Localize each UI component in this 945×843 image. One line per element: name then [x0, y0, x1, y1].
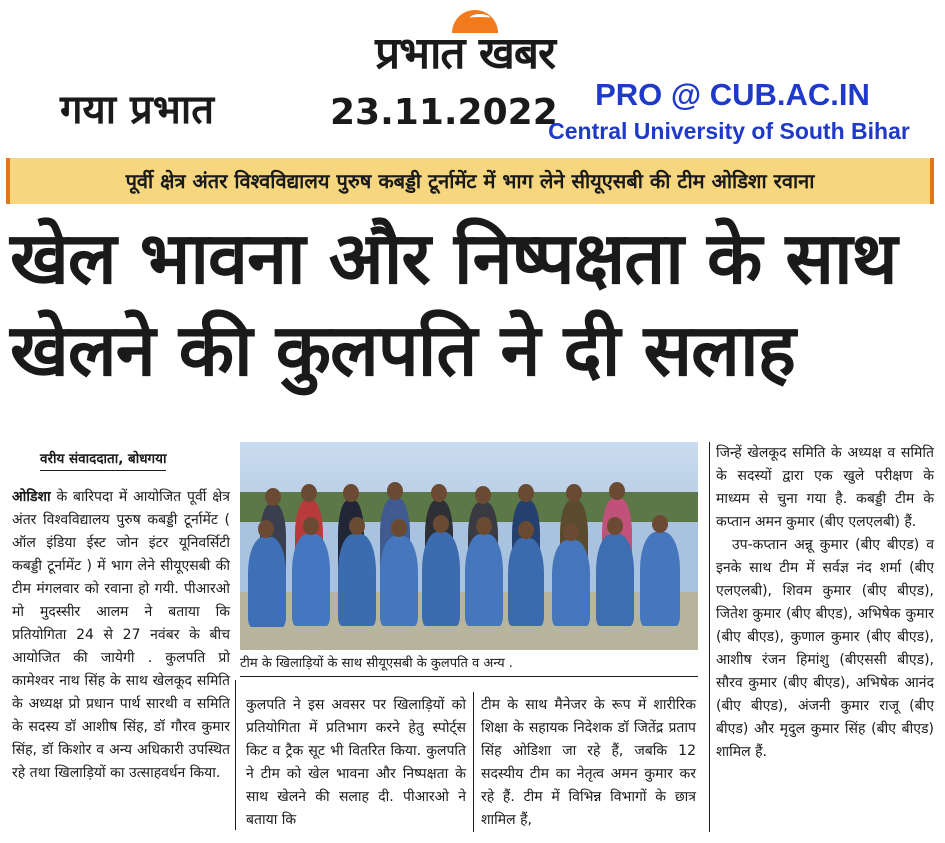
column-3-text: टीम के साथ मैनेजर के रूप में शारीरिक शिक्षा के सहायक निदेशक डॉ जितेंद्र प्रताप सिंह ओडिशा जा रहे हैं, जबकि 12 सदस्यीय टीम का नेतृत्व अमन कुमार कर रहे हैं. टीम में विभिन्न विभागों के छात्र शामिल हैं, [481, 697, 696, 828]
headline-line-2: खेलने की कुलपति ने दी सलाह [10, 308, 795, 392]
headline [10, 212, 935, 396]
article-column-1 [12, 486, 230, 785]
column-1-text: के बारिपदा में आयोजित पूर्वी क्षेत्र अंतर विश्वविद्यालय पुरुष कबड्डी टूर्नामेंट ( ऑल इंडिया ईस्ट जोन इंटर यूनिवर्सिटी कबड्डी टूर्नामेंट ) में भाग लेने सीयूएसबी की टीम मंगलवार को रवाना हो गयी. पीआरओ मो मुदस्सीर आलम ने बताया कि प्रतियोगिता 24 से 27 नवंबर के बीच आयोजित की जायेगी . कुलपति प्रो कामेश्वर नाथ सिंह के साथ खेलकूद समिति के अध्यक्ष प्रो प्रधान पार्थ सारथी व समिति के सदस्य डॉ आशीष सिंह, डॉ गौरव कुमार सिंह, डॉ किशोर व अन्य अधिकारी उपस्थित रहे तथा खिलाड़ियों का उत्साहवर्धन किया. [12, 489, 230, 781]
university-name: Central University of South Bihar [548, 118, 910, 144]
column-divider [473, 692, 474, 832]
newspaper-logo [340, 10, 590, 80]
photo-caption: टीम के खिलाड़ियों के साथ सीयूएसबी के कुलपति व अन्य . [240, 652, 698, 677]
kicker-text: पूर्वी क्षेत्र अंतर विश्वविद्यालय पुरुष कबड्डी टूर्नामेंट में भाग लेने सीयूएसबी की टीम ओडिशा रवाना [125, 169, 815, 193]
logo-text: प्रभात खबर [375, 28, 555, 79]
publication-date: 23.11.2022 [330, 92, 558, 133]
lead-place: ओडिशा [12, 489, 51, 505]
edition-name: गया प्रभात [60, 87, 215, 133]
article-column-4 [716, 442, 934, 764]
column-4-paragraph-1: जिन्हें खेलकूद समिति के अध्यक्ष व समिति के सदस्यों द्वारा एक खुले परीक्षण के माध्यम से चुना गया है. कबड्डी टीम के कप्तान अमन कुमार (बीए एलएलबी) हैं. [716, 445, 934, 530]
byline: वरीय संवाददाता, बोधगया [40, 448, 166, 471]
column-divider [235, 680, 236, 830]
column-2-text: कुलपति ने इस अवसर पर खिलाड़ियों को प्रतियोगिता में प्रतिभाग करने हेतु स्पोर्ट्स किट व ट्रैक सूट भी वितरित किया. कुलपति ने टीम को खेल भावना और निष्पक्षता के साथ खेलने की सलाह दी. पीआरओ ने बताया कि [246, 697, 466, 828]
team-photo [240, 442, 698, 650]
kicker-strip [6, 158, 934, 204]
article-column-2 [246, 694, 466, 832]
headline-line-1: खेल भावना और निष्पक्षता के साथ [10, 216, 897, 300]
pro-contact: PRO @ CUB.AC.IN [595, 77, 870, 112]
article-column-3 [481, 694, 696, 832]
column-4-paragraph-2: उप-कप्तान अन्नू कुमार (बीए बीएड) व इनके साथ टीम में सर्वज्ञ नंद शर्मा (बीए एलएलबी), शिवम कुमार (बीए बीएड), जितेश कुमार (बीए बीएड), अभिषेक कुमार (बीए बीएड), कुणाल कुमार (बीए बीएड), आशीष रंजन हिमांशु (बीएससी बीएड), सौरव कुमार (बीए बीएड), अभिषेक आनंद (बीए बीएड), अंजनी कुमार राजू (बीए बीएड) और मृदुल कुमार सिंह (बीए बीएड) शामिल हैं. [716, 537, 934, 760]
masthead [0, 0, 945, 150]
column-divider [709, 442, 710, 832]
